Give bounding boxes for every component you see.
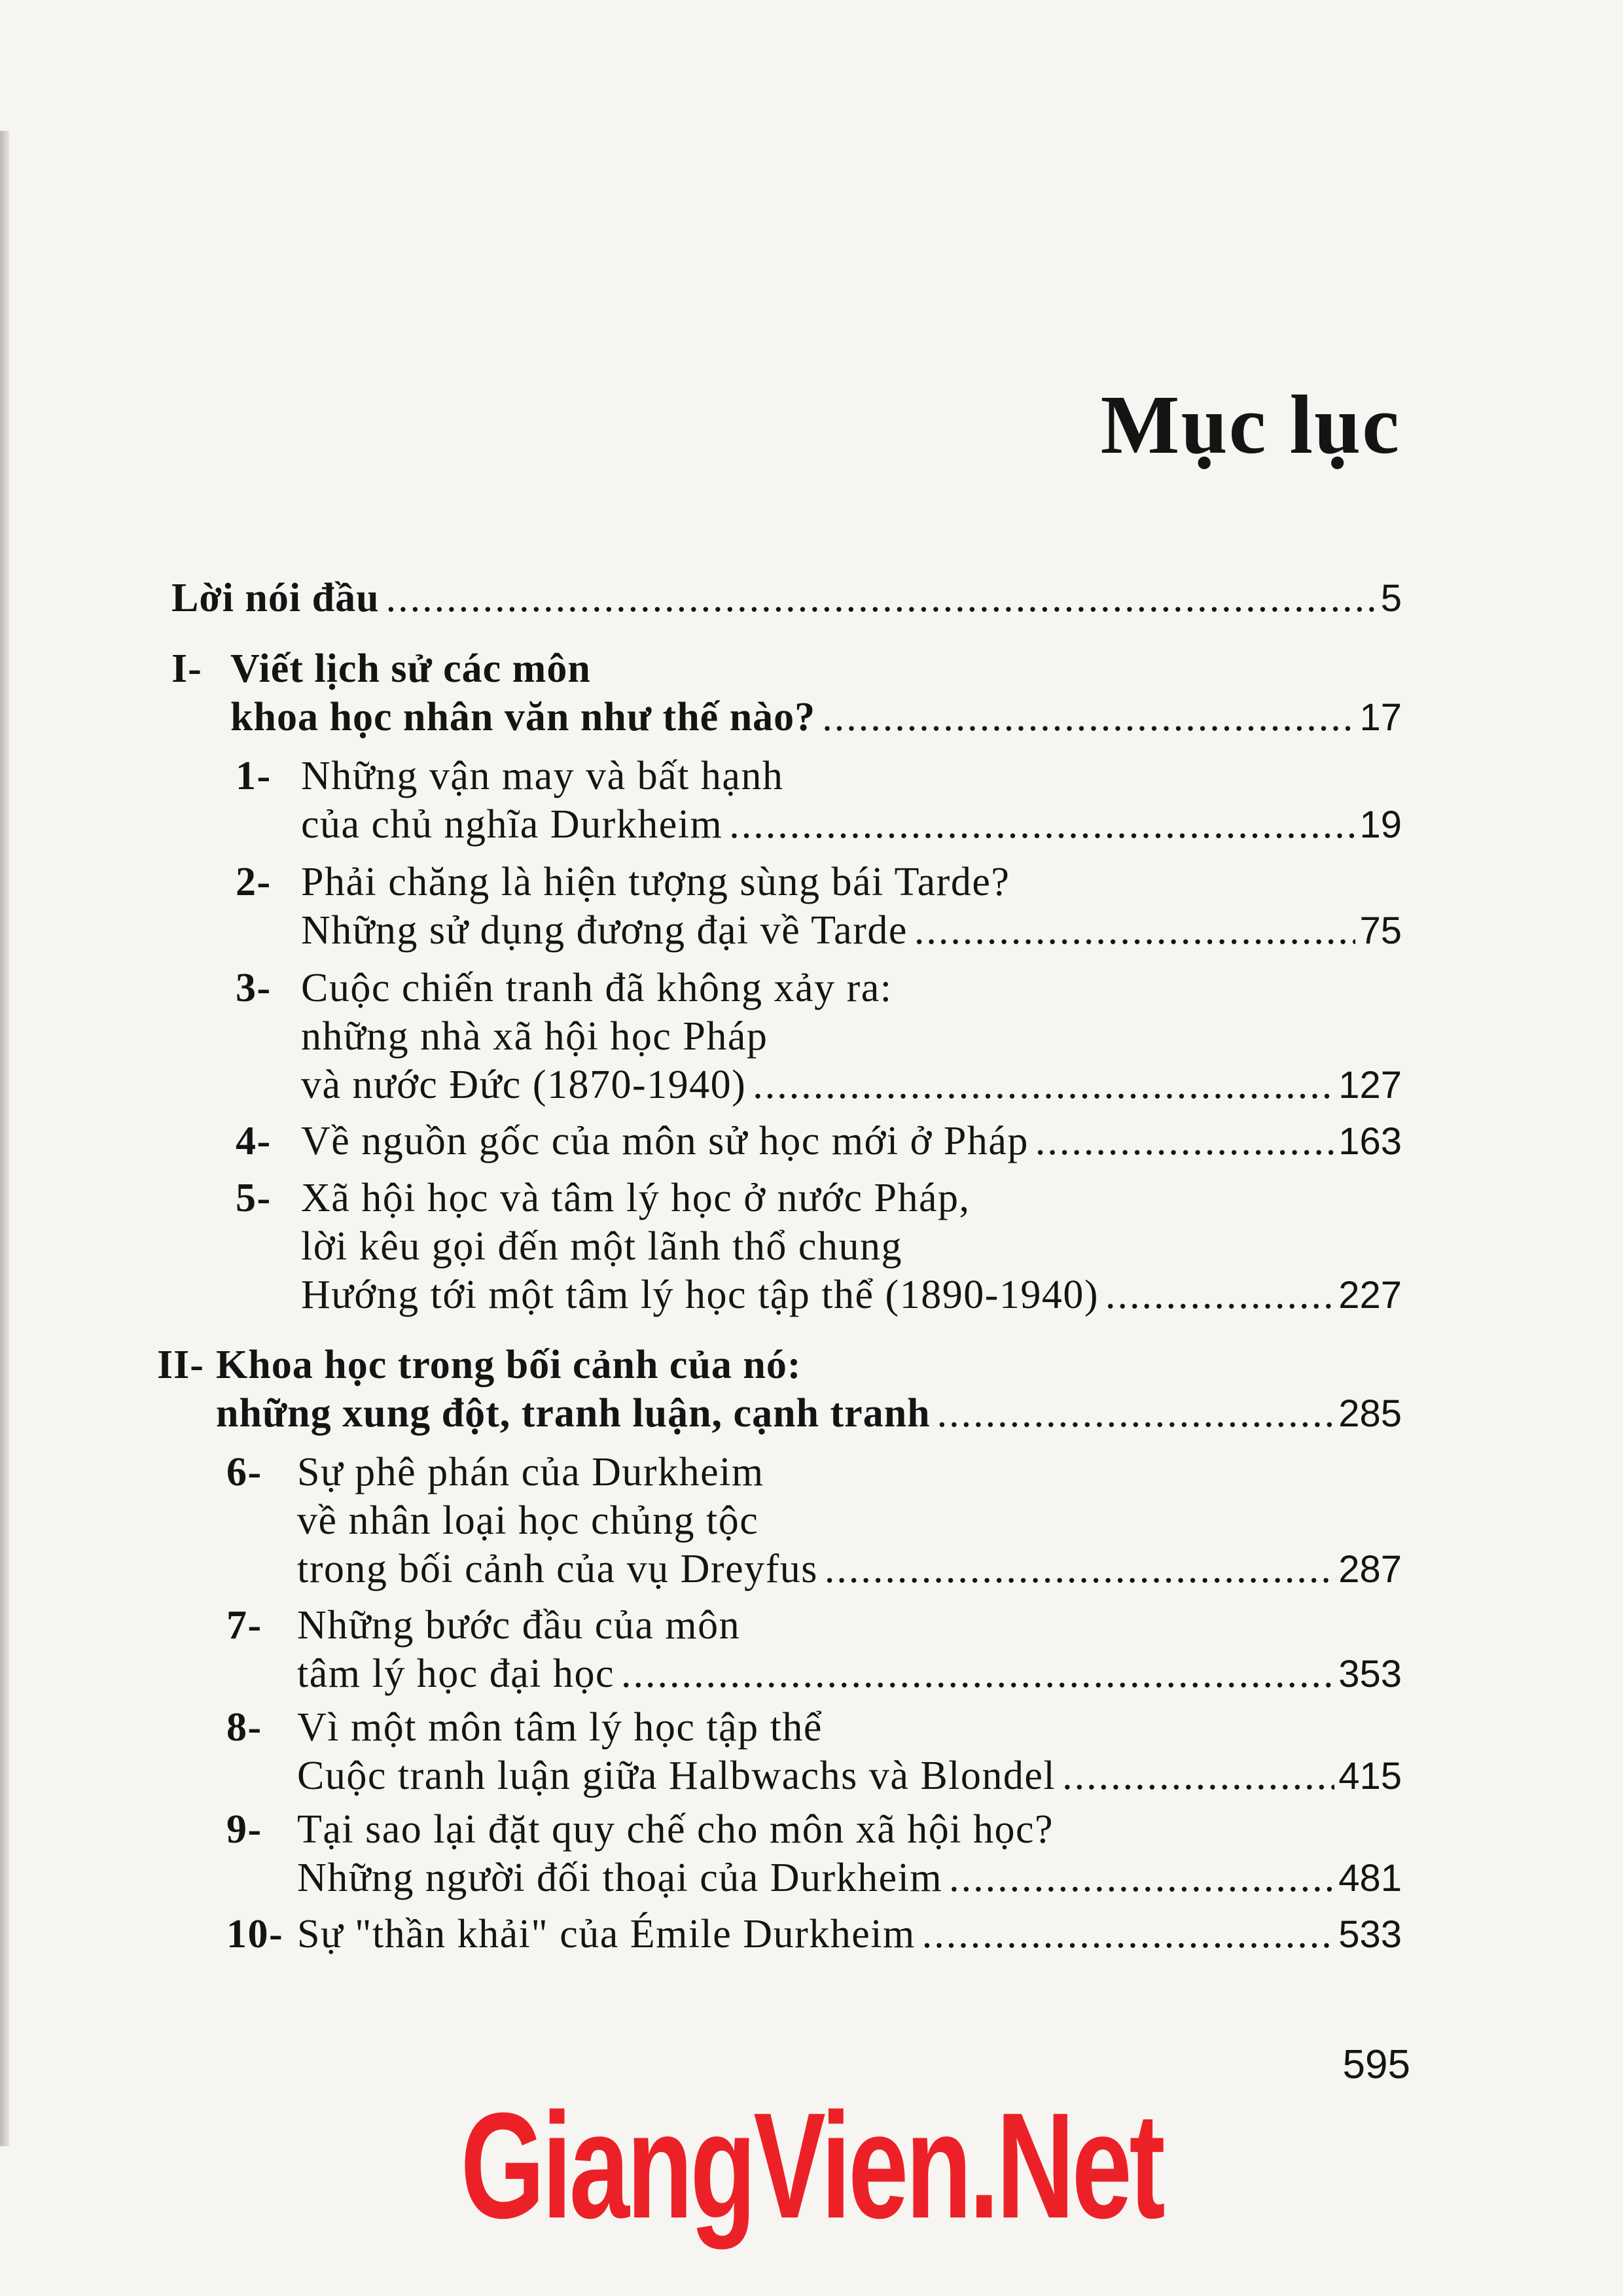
toc-chapter-title-line: của chủ nghĩa Durkheim (301, 802, 723, 847)
leader-dots (621, 1650, 1334, 1697)
toc-chapter-title-line: trong bối cảnh của vụ Dreyfus (297, 1547, 818, 1591)
toc-chapter-title-line: về nhân loại học chủng tộc (297, 1498, 759, 1543)
toc-entry-page: 5 (1380, 577, 1402, 620)
toc-chapter-end (297, 1854, 1402, 1901)
toc-chapter-title-line: Những người đối thoại của Durkheim (297, 1856, 943, 1900)
toc-chapter-number: 9- (226, 1807, 262, 1852)
toc-chapter-title-line: Cuộc tranh luận giữa Halbwachs và Blondel (297, 1754, 1056, 1798)
toc-chapter-title-line: Sự "thần khải" của Émile Durkheim (297, 1912, 916, 1956)
toc-chapter-end (301, 801, 1402, 848)
toc-chapter-end (236, 1118, 1402, 1165)
toc-part-number: II- (157, 1343, 204, 1387)
toc-chapter (236, 858, 1010, 906)
leader-dots (729, 801, 1355, 848)
toc-chapter-number: 4- (236, 1119, 272, 1163)
toc-chapter-line (301, 1013, 768, 1060)
toc-chapter-title-line: Những bước đầu của môn (297, 1603, 741, 1648)
toc-chapter-page: 227 (1338, 1274, 1402, 1316)
toc-chapter-title-line: Xã hội học và tâm lý học ở nước Pháp, (301, 1176, 971, 1220)
toc-chapter-title-line: tâm lý học đại học (297, 1651, 615, 1696)
toc-entry-preface (171, 574, 1402, 622)
toc-chapter-number: 3- (236, 966, 272, 1010)
toc-chapter-title-line: Vì một môn tâm lý học tập thể (297, 1705, 823, 1750)
toc-chapter-page: 415 (1338, 1755, 1402, 1797)
page-number: 595 (1342, 2042, 1410, 2087)
toc-chapter-number: 2- (236, 860, 272, 904)
toc-part-title-line: những xung đột, tranh luận, cạnh tranh (216, 1391, 931, 1436)
toc-part-title-line: Khoa học trong bối cảnh của nó: (216, 1343, 802, 1387)
leader-dots (825, 1545, 1334, 1593)
toc-chapter-title-line: Những vận may và bất hạnh (301, 754, 784, 798)
toc-chapter-page: 287 (1338, 1548, 1402, 1591)
toc-chapter-end (297, 1545, 1402, 1593)
leader-dots (1105, 1271, 1334, 1318)
toc-chapter-page: 19 (1359, 804, 1402, 846)
page-title: Mục lục (1100, 378, 1400, 471)
toc-part-title-line: khoa học nhân văn như thế nào? (230, 695, 816, 739)
toc-chapter-number: 8- (226, 1705, 262, 1750)
toc-chapter-title-line: Sự phê phán của Durkheim (297, 1450, 764, 1494)
toc-chapter-title-line: những nhà xã hội học Pháp (301, 1014, 768, 1059)
leader-dots (822, 694, 1355, 741)
toc-chapter-number: 6- (226, 1450, 262, 1494)
toc-chapter-number: 7- (226, 1603, 262, 1648)
leader-dots (753, 1061, 1334, 1108)
toc-chapter-page: 75 (1359, 910, 1402, 952)
toc-chapter (226, 1704, 823, 1751)
leader-dots (937, 1390, 1335, 1437)
toc-chapter-title-line: Về nguồn gốc của môn sử học mới ở Pháp (301, 1119, 1029, 1163)
toc-chapter-number: 10- (226, 1912, 284, 1956)
leader-dots (386, 574, 1377, 622)
toc-part-title-line: Viết lịch sử các môn (230, 646, 591, 691)
toc-chapter (236, 1174, 970, 1222)
toc-chapter-title-line: Cuộc chiến tranh đã không xảy ra: (301, 966, 893, 1010)
toc-chapter (226, 1806, 1054, 1853)
toc-chapter-title-line: Những sử dụng đương đại về Tarde (301, 908, 908, 953)
toc-chapter-end (297, 1650, 1402, 1697)
leader-dots (1062, 1752, 1334, 1799)
toc-chapter-end (226, 1911, 1402, 1958)
toc-chapter-page: 353 (1338, 1653, 1402, 1695)
toc-chapter-number: 5- (236, 1176, 272, 1220)
toc-chapter-end (297, 1752, 1402, 1799)
toc-chapter (226, 1602, 740, 1649)
toc-chapter-page: 127 (1338, 1064, 1402, 1106)
toc-chapter-page: 533 (1338, 1913, 1402, 1956)
toc-part-heading-end (230, 694, 1402, 741)
toc-chapter (236, 964, 892, 1012)
leader-dots (914, 907, 1356, 954)
page-left-edge (0, 131, 9, 2146)
toc-part-heading (157, 1341, 802, 1388)
toc-chapter-title-line: Phải chăng là hiện tượng sùng bái Tarde? (301, 860, 1010, 904)
toc-part-number: I- (171, 646, 202, 691)
toc-chapter (226, 1449, 764, 1496)
toc-entry-label: Lời nói đầu (171, 576, 380, 620)
toc-chapter-line (297, 1497, 758, 1544)
toc-part-page: 285 (1338, 1392, 1402, 1435)
toc-chapter-end (301, 1271, 1402, 1318)
leader-dots (949, 1854, 1334, 1901)
leader-dots (922, 1911, 1335, 1958)
toc-chapter-line (301, 1223, 902, 1270)
toc-chapter-page: 163 (1338, 1120, 1402, 1163)
toc-chapter-title-line: và nước Đức (1870-1940) (301, 1063, 747, 1107)
toc-part-heading (171, 645, 591, 692)
toc-chapter (236, 752, 783, 800)
toc-chapter-title-line: lời kêu gọi đến một lãnh thổ chung (301, 1224, 902, 1269)
leader-dots (1035, 1118, 1334, 1165)
toc-chapter-number: 1- (236, 754, 272, 798)
toc-chapter-end (301, 1061, 1402, 1108)
watermark-logo: GiangVien.Net (460, 2081, 1163, 2250)
toc-chapter-end (301, 907, 1402, 954)
toc-chapter-title-line: Hướng tới một tâm lý học tập thể (1890-1940) (301, 1273, 1099, 1317)
toc-part-page: 17 (1359, 696, 1402, 739)
toc-part-heading-end (216, 1390, 1402, 1437)
toc-chapter-page: 481 (1338, 1857, 1402, 1899)
toc-chapter-title-line: Tại sao lại đặt quy chế cho môn xã hội học? (297, 1807, 1054, 1852)
